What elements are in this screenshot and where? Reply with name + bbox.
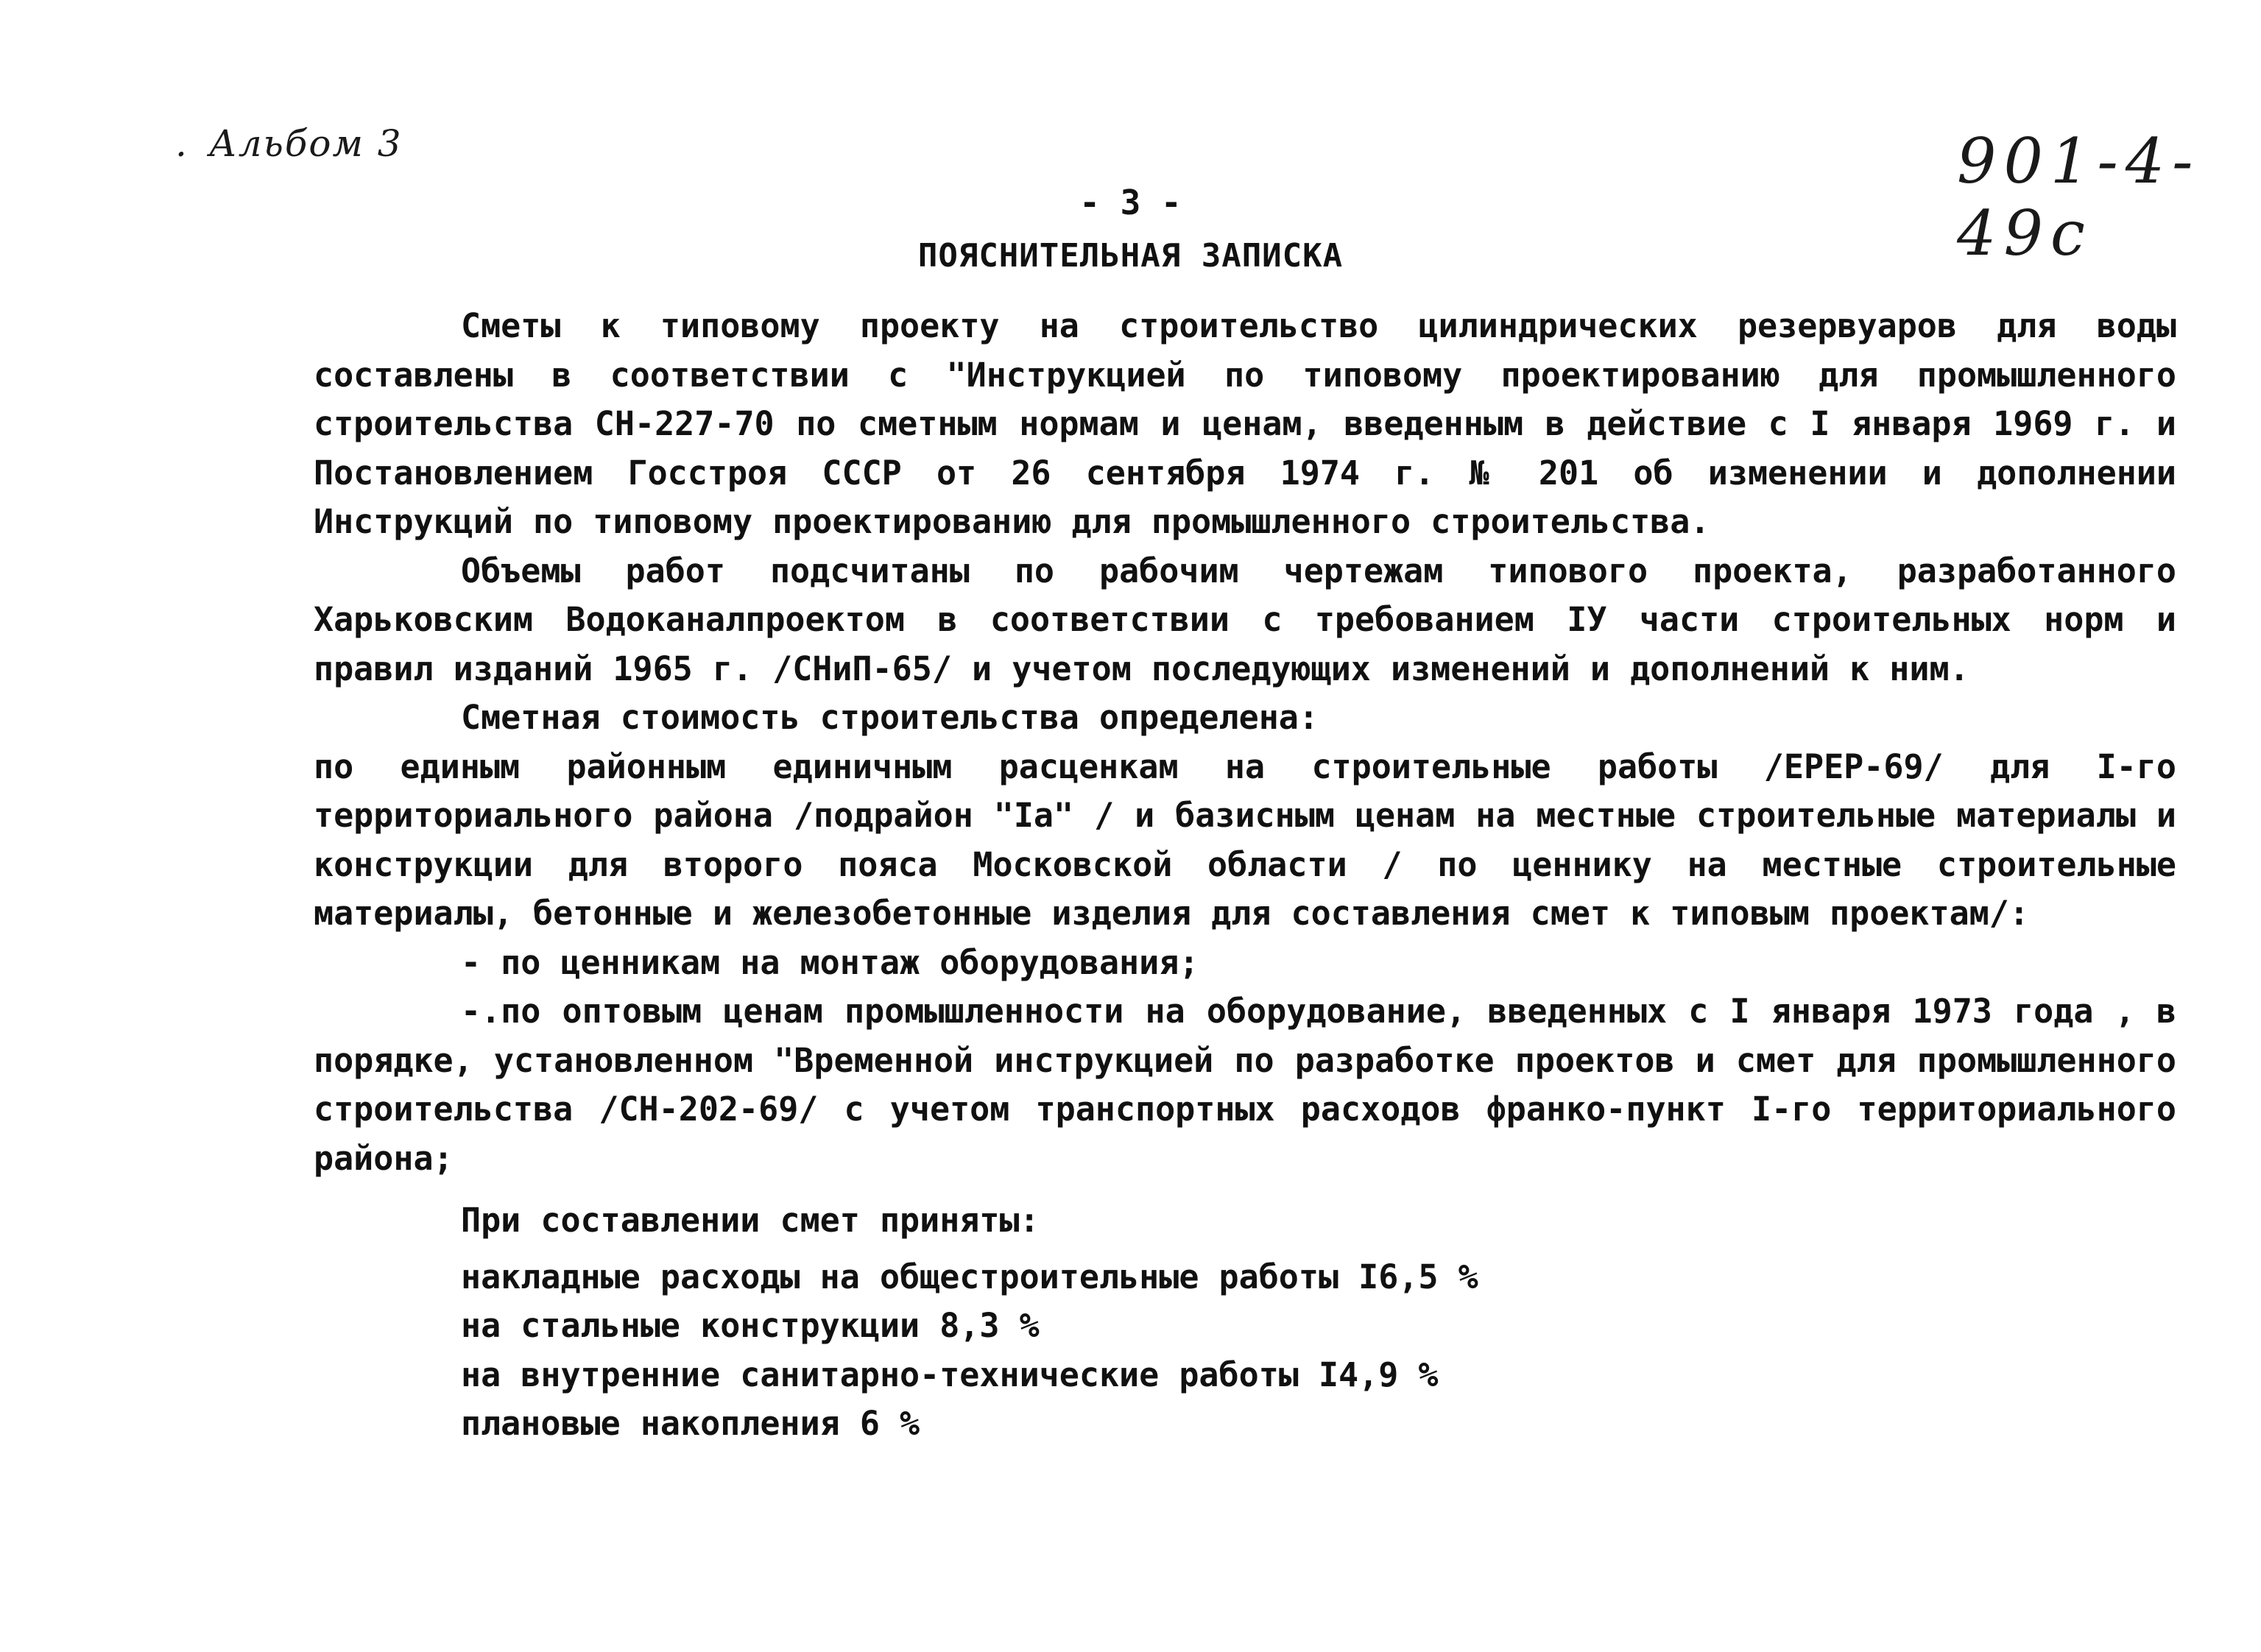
album-label: Альбом 3 xyxy=(208,122,403,165)
paragraph-estimates-basis: Сметы к типовому проекту на строительство цилиндрических резервуаров для воды составлены в соответствии с "Инструкцией по типовому проектированию для промышленного строительства СН-227-70 по сметным нормам и ценам, введенным в действие с I января 1969 г. и Постановлением Госстроя СССР от 26 сентября 1974 г. № 201 об изменении и дополнении Инструкций по типовому проектированию для промышленного строительства. xyxy=(314,306,2176,541)
document-body xyxy=(314,302,2176,1449)
rate-sanitary-works: на внутренние санитарно-технические работы I4,9 % xyxy=(461,1355,1439,1394)
paragraph-accepted-rates: При составлении смет приняты: xyxy=(461,1201,1040,1240)
paragraph-cost-determined: Сметная стоимость строительства определена: xyxy=(461,698,1319,737)
handwritten-album-note: . Альбом 3 xyxy=(175,122,403,165)
rate-planned-savings: плановые накопления 6 % xyxy=(461,1404,920,1443)
list-item-equipment-installation: - по ценникам на монтаж оборудования; xyxy=(461,942,1199,982)
list-item-wholesale-prices: -.по оптовым ценам промышленности на оборудование, введенных с I января 1973 года , в порядке, установленном "Временной инструкцией по разработке проектов и смет для промышленного строительства /СН-202-69/ с учетом транспортных расходов франко-пункт I-го территориального района; xyxy=(314,992,2176,1178)
page-number: - 3 - xyxy=(1079,183,1182,222)
rate-overhead-general: накладные расходы на общестроительные работы I6,5 % xyxy=(461,1257,1478,1296)
paragraph-unit-rates: по единым районным единичным расценкам на строительные работы /ЕРЕР-69/ для I-го территориального района /подрайон "Iа" / и базисным ценам на местные строительные материалы и конструкции для второго пояса Московской области / по ценнику на местные строительные материалы, бетонные и железобетонные изделия для составления смет к типовым проектам/: xyxy=(314,746,2176,933)
handwritten-document-number: 901-4-49с xyxy=(1957,125,2201,269)
rate-steel-structures: на стальные конструкции 8,3 % xyxy=(461,1306,1040,1345)
paragraph-work-volumes: Объемы работ подсчитаны по рабочим чертежам типового проекта, разработанного Харьковским Водоканалпроектом в соответствии с требованием IУ части строительных норм и правил изданий 1965 г. /СНиП-65/ и учетом последующих изменений и дополнений к ним. xyxy=(314,551,2176,688)
page-title: ПОЯСНИТЕЛЬНАЯ ЗАПИСКА xyxy=(917,237,1344,275)
